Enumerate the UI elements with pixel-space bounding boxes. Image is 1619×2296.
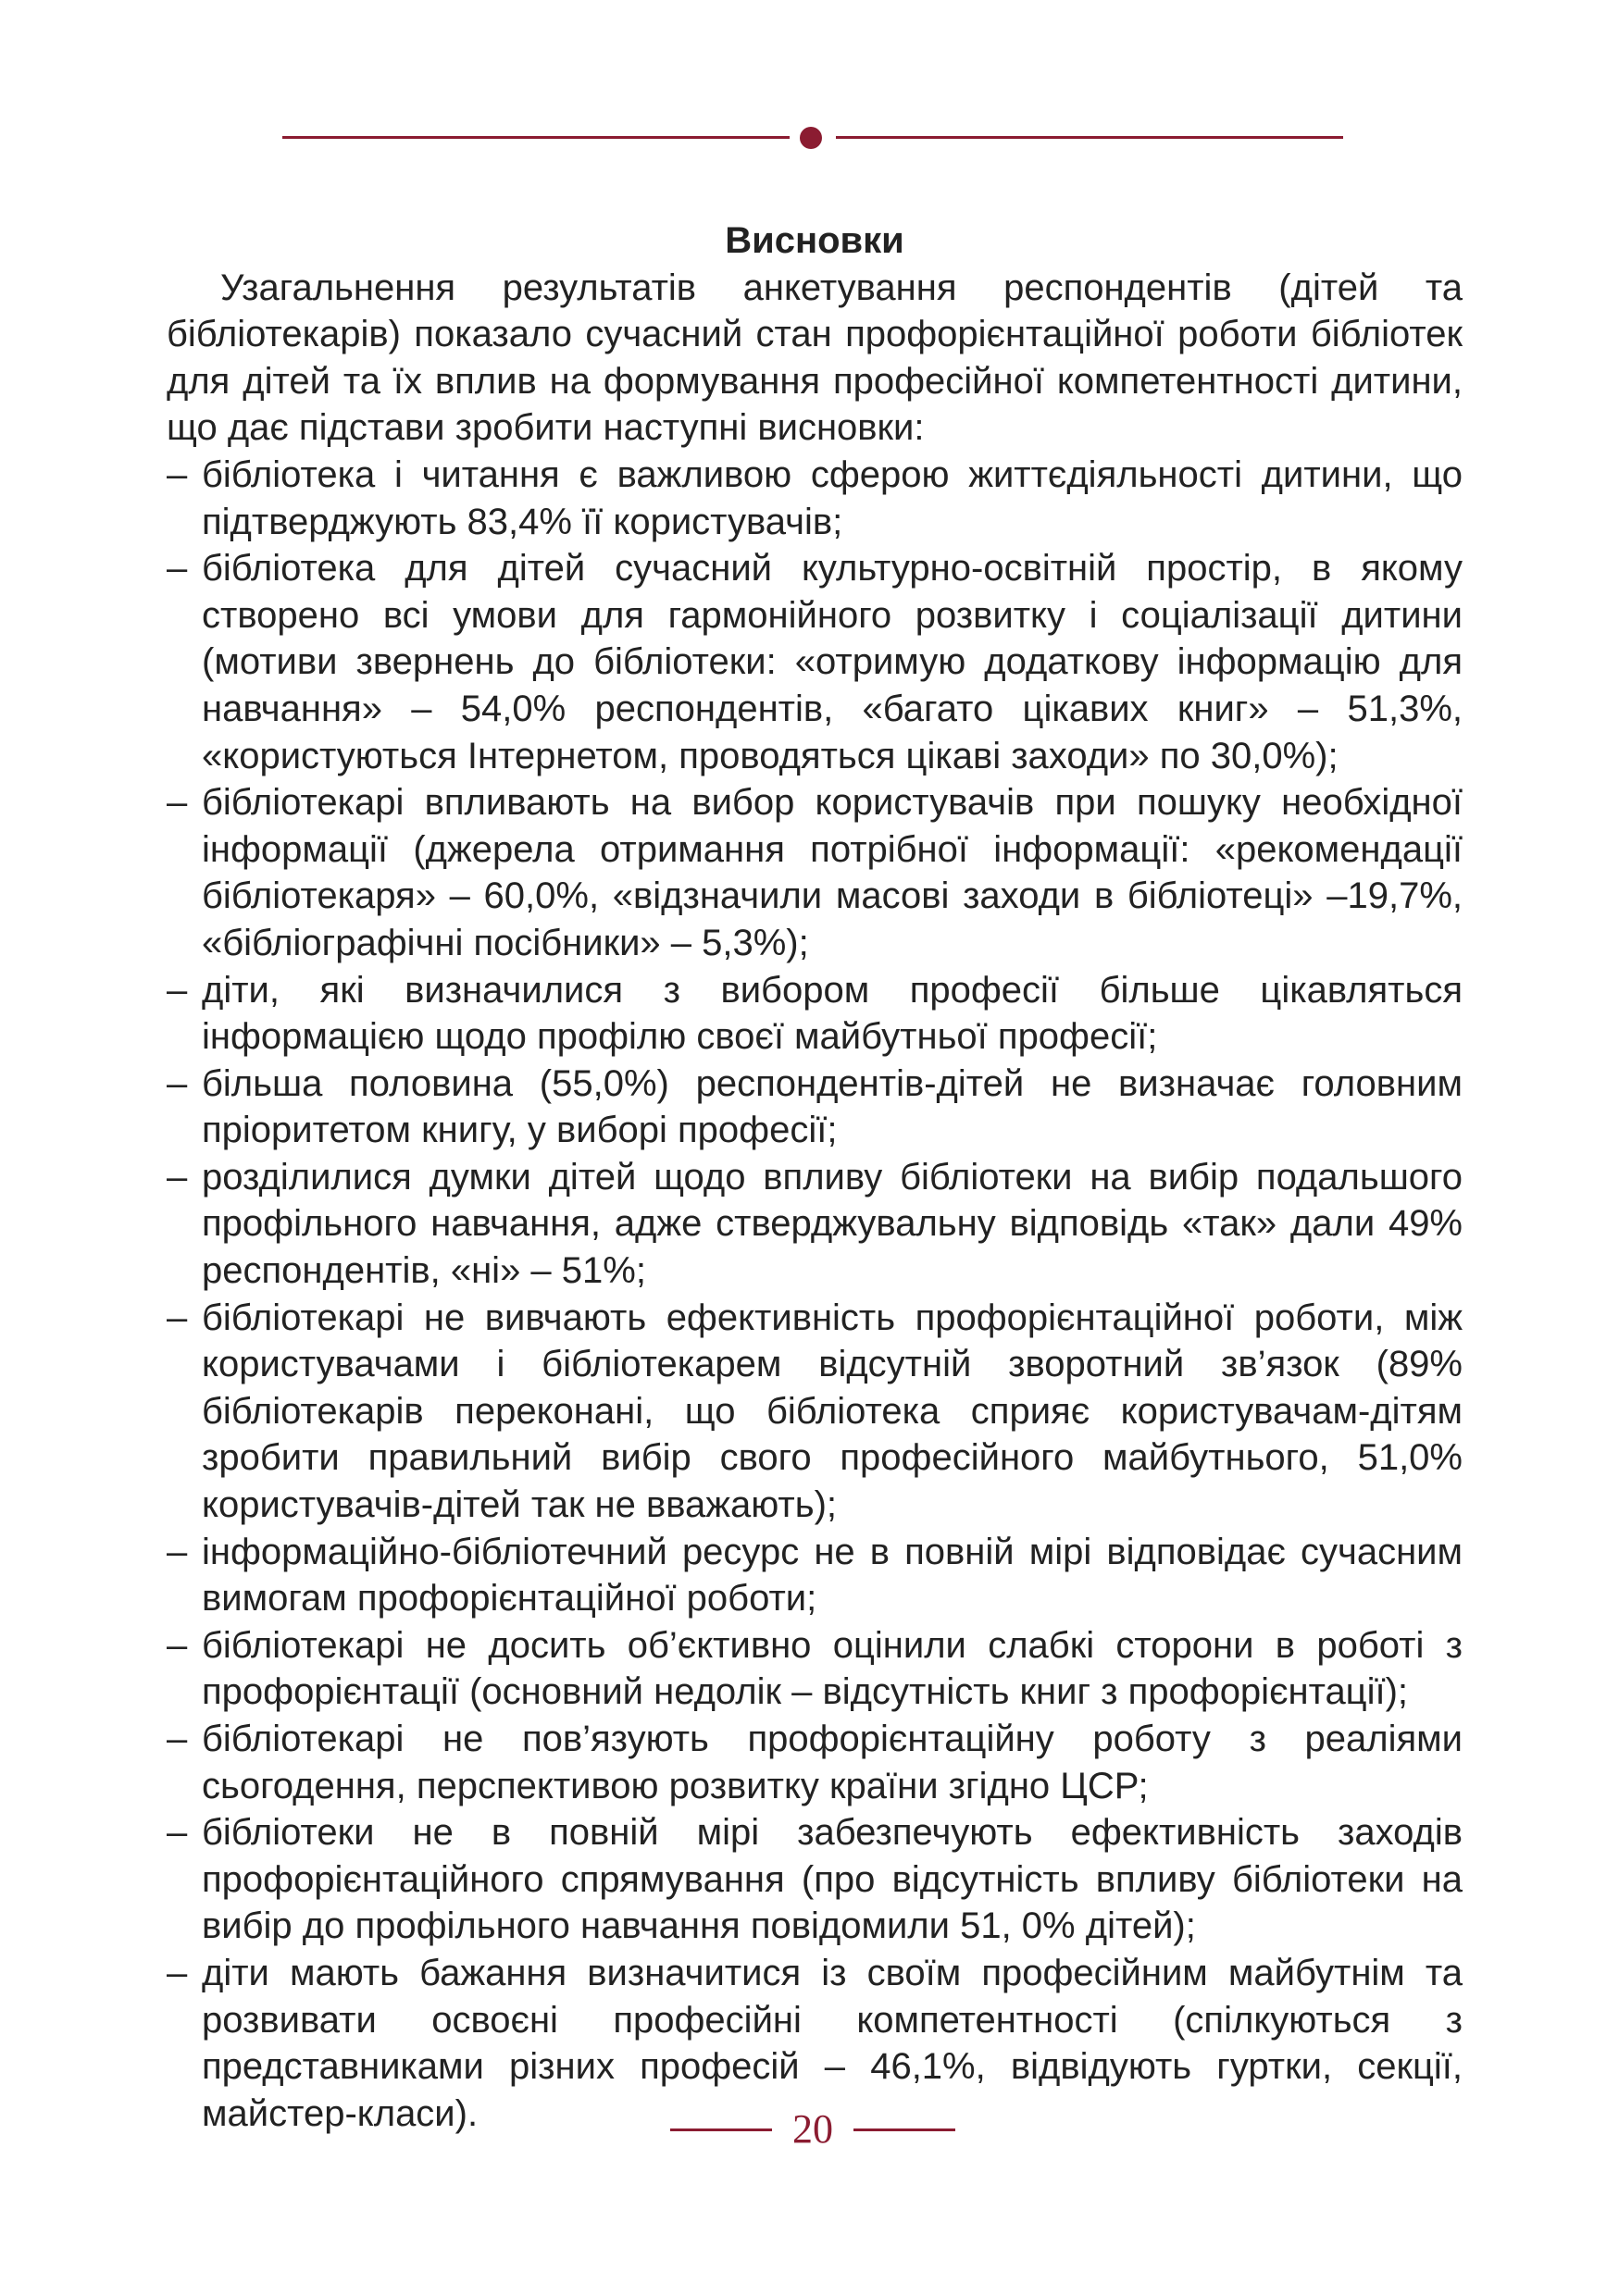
page-number: 20 — [792, 2106, 833, 2152]
bullet-dash: – — [167, 782, 188, 824]
list-item — [167, 1622, 1463, 1716]
list-item — [167, 1154, 1463, 1295]
list-item-text: бібліотекарі не пов’язують профорієнтаційну роботу з реаліями сьогодення, перспективою розвитку країни згідно ЦСР; — [202, 1719, 1463, 1806]
list-item-text: більша половина (55,0%) респондентів-дітей не визначає головним пріоритетом книгу, у виборі професії; — [202, 1062, 1463, 1151]
intro-paragraph: Узагальнення результатів анкетування респондентів (дітей та бібліотекарів) показало сучасний стан профорієнтаційної роботи бібліотек для дітей та їх вплив на формування професійної компетентності дитини, що дає підстави зробити наступні висновки: — [167, 267, 1463, 449]
list-item-text: бібліотека для дітей сучасний культурно-освітній простір, в якому створено всі умови для гармонійного розвитку і соціалізації дитини (мотиви звернень до бібліотеки: «отримую додаткову інформацію для навчання» – 54,0% респондентів, «багато цікавих книг» – 51,3%, «користуються Інтернетом, проводяться цікаві заходи» по 30,0%); — [202, 548, 1463, 776]
list-item-text: бібліотекарі впливають на вибор користувачів при пошуку необхідної інформації (джерела отримання потрібної інформації: «рекомендації бібліотекаря» – 60,0%, «відзначили масові заходи в бібліотеці» –19,7%, «бібліографічні посібники» – 5,3%); — [202, 782, 1463, 963]
list-item — [167, 1295, 1463, 1529]
list-item — [167, 779, 1463, 966]
list-item-text: інформаційно-бібліотечний ресурс не в повній мірі відповідає сучасним вимогам профорієнтаційної роботи; — [202, 1531, 1463, 1620]
bullet-dash: – — [167, 1297, 188, 1338]
list-item — [167, 967, 1463, 1061]
bullet-dash: – — [167, 1952, 188, 1993]
section-heading: Висновки — [725, 220, 904, 261]
bullet-dash: – — [167, 1812, 188, 1854]
list-item — [167, 1809, 1463, 1950]
list-item — [167, 1529, 1463, 1622]
bullet-dash: – — [167, 1156, 188, 1198]
footer-rule-right — [853, 2128, 955, 2131]
top-ornament-dot — [800, 127, 822, 149]
conclusions-list — [167, 452, 1463, 2137]
page-body — [167, 217, 1463, 2137]
list-item — [167, 452, 1463, 545]
list-item-text: діти, які визначилися з вибором професії більше цікавляться інформацією щодо профілю своєї майбутньої професії; — [202, 969, 1463, 1058]
bullet-dash: – — [167, 1531, 188, 1572]
list-item — [167, 545, 1463, 779]
list-item-text: бібліотекарі не вивчають ефективність профорієнтаційної роботи, між користувачами і бібліотекарем відсутній зворотний зв’язок (89% бібліотекарів переконані, що бібліотека сприяє користувачам-дітям зробити правильний вибір свого професійного майбутнього, 51,0% користувачів-дітей так не вважають); — [202, 1297, 1463, 1526]
top-ornament-rule-right — [836, 136, 1343, 139]
bullet-dash: – — [167, 969, 188, 1011]
bullet-dash: – — [167, 453, 188, 495]
list-item — [167, 1716, 1463, 1809]
footer-rule-left — [670, 2128, 772, 2131]
bullet-dash: – — [167, 1719, 188, 1759]
list-item-text: бібліотеки не в повній мірі забезпечують ефективність заходів профорієнтаційного спрямування (про відсутність впливу бібліотеки на вибір до профільного навчання повідомили 51, 0% дітей); — [202, 1812, 1463, 1947]
list-item-text: розділилися думки дітей щодо впливу бібліотеки на вибір подальшого профільного навчання, адже стверджувальну відповідь «так» дали 49% респондентів, «ні» – 51%; — [202, 1156, 1463, 1292]
top-ornament-rule-left — [282, 136, 790, 139]
bullet-dash: – — [167, 1062, 188, 1104]
list-item-text: бібліотекарі не досить об’єктивно оцінили слабкі сторони в роботі з профорієнтації (основний недолік – відсутність книг з профорієнтації); — [202, 1624, 1463, 1713]
bullet-dash: – — [167, 1624, 188, 1666]
list-item-text: діти мають бажання визначитися із своїм професійним майбутнім та розвивати освоєні професійні компетентності (спілкуються з представниками різних професій – 46,1%, відвідують гуртки, секції, майстер-класи). — [202, 1952, 1463, 2134]
list-item-text: бібліотека і читання є важливою сферою життєдіяльності дитини, що підтверджують 83,4% її користувачів; — [202, 453, 1463, 542]
bullet-dash: – — [167, 548, 188, 590]
list-item — [167, 1061, 1463, 1154]
